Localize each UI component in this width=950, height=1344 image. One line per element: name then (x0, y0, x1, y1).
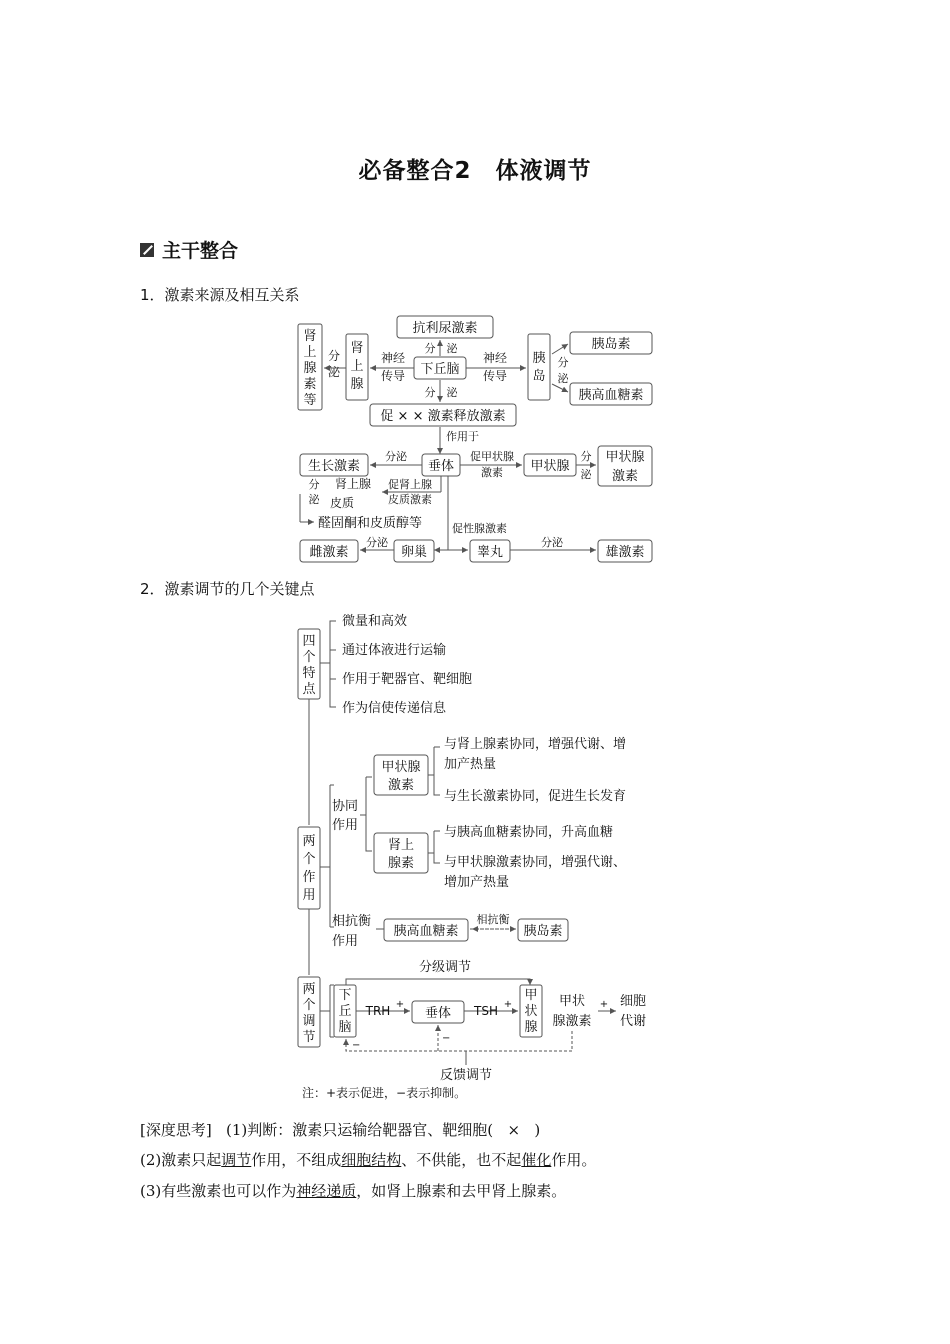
label: 雄激素 (605, 545, 645, 560)
label: 与生长激素协同，促进生长发育 (444, 789, 627, 804)
heading-hormone-sources: 1．激素来源及相互关系 (140, 286, 300, 304)
label: 腺素 (387, 856, 415, 871)
label: 肾 (350, 341, 364, 356)
label: 与甲状腺激素协同，增强代谢、 (444, 855, 627, 870)
label: 与胰高血糖素协同，升高血糖 (444, 825, 614, 840)
label: 点 (302, 682, 316, 697)
label: 下 (338, 988, 352, 1003)
label: 甲状腺 (381, 760, 421, 775)
label: TSH (474, 1004, 498, 1018)
label: 代谢 (619, 1014, 647, 1029)
label: (3)有些激素也可以作为 (140, 1182, 297, 1200)
label: 醛固酮和皮质醇等 (318, 516, 423, 531)
think-line-2 (140, 1150, 596, 1170)
label: 两 (302, 834, 316, 849)
label: 分 (327, 349, 341, 363)
label: 激素 (611, 469, 639, 484)
label: 分 (424, 386, 436, 399)
label: 抗利尿激素 (412, 321, 478, 336)
label: 生长激素 (307, 459, 361, 474)
label: 分级调节 (418, 960, 472, 975)
label: 作用。 (551, 1151, 597, 1169)
section-title: 主干整合 (162, 240, 239, 262)
label: 作为信使传递信息 (342, 701, 447, 716)
label: 肾上腺 (334, 477, 372, 491)
label: 作用 (332, 818, 359, 833)
label: 胰岛素 (523, 924, 563, 939)
pencil-icon (140, 243, 154, 257)
label: 分 (557, 356, 569, 369)
label: 丘 (338, 1004, 352, 1019)
label: 个 (302, 998, 316, 1013)
label: 岛 (532, 369, 546, 384)
label: 分泌 (541, 536, 563, 549)
label: 促 × × 激素释放激素 (380, 409, 506, 424)
label: 分 (580, 450, 592, 463)
label: 泌 (327, 365, 341, 379)
think-line-1 (140, 1120, 540, 1140)
label: 肾上 (387, 838, 415, 853)
label: 激素 (481, 466, 503, 479)
label: 四 (302, 634, 316, 649)
label: (2)激素只起 (140, 1151, 222, 1169)
label: 泌 (446, 342, 458, 355)
label: 神经 (482, 351, 508, 365)
label: 胰 (532, 351, 546, 366)
label: 个 (302, 852, 316, 867)
label: 作用 (332, 934, 359, 949)
label: 胰岛素 (591, 337, 631, 352)
label: 睾丸 (476, 545, 504, 560)
hormone-regulation-diagram (290, 605, 670, 1105)
label: 特 (302, 666, 316, 681)
label: 神经 (380, 351, 406, 365)
label: 作用于靶器官、靶细胞 (342, 672, 473, 687)
label: 加产热量 (444, 757, 497, 772)
label: 脑 (338, 1020, 352, 1035)
label: (1)判断：激素只运输给靶器官、靶细胞( (226, 1121, 494, 1139)
label: 节 (302, 1030, 316, 1045)
label: 传导 (482, 369, 508, 383)
label: 皮质激素 (388, 493, 432, 506)
label: + (599, 999, 609, 1010)
label: 垂体 (427, 459, 455, 474)
blank-answer: 神经递质 (296, 1182, 357, 1200)
label: TRH (365, 1004, 391, 1018)
label: 增加产热量 (444, 875, 510, 890)
label: 调 (302, 1014, 316, 1029)
label: 腺 (303, 361, 317, 376)
label: 胰高血糖素 (578, 388, 644, 403)
answer-mark: × (507, 1121, 521, 1139)
diagram-note: 注：+表示促进，−表示抑制。 (302, 1086, 467, 1100)
label: 作用，不组成 (251, 1151, 342, 1169)
label: 通过体液进行运输 (342, 643, 447, 658)
label: 泌 (308, 493, 320, 506)
label: 、不供能，也不起 (401, 1151, 522, 1169)
label: 等 (303, 393, 317, 408)
label: 腺激素 (552, 1014, 592, 1029)
think-tag: [深度思考] (140, 1121, 212, 1139)
label: 相抗衡 (332, 914, 372, 929)
label: 上 (303, 345, 317, 360)
label: 微量和高效 (342, 614, 408, 629)
label: + (395, 999, 405, 1010)
label: + (503, 999, 513, 1010)
label: 分泌 (366, 536, 388, 549)
label: 素 (303, 377, 317, 392)
hormone-source-diagram (290, 310, 670, 570)
heading-key-points: 2．激素调节的几个关键点 (140, 580, 315, 598)
label: 腺 (524, 1020, 538, 1035)
label: 两 (302, 982, 316, 997)
label: 协同 (332, 799, 359, 814)
label: 肾 (303, 329, 317, 344)
islet-box (528, 334, 550, 400)
label: 腺 (350, 377, 364, 392)
label: 细胞 (619, 994, 647, 1009)
section-heading (140, 236, 238, 263)
label: 状 (524, 1004, 538, 1019)
label: 分泌 (385, 450, 407, 463)
label: 皮质 (329, 496, 355, 510)
label: 分 (308, 478, 320, 491)
label: 垂体 (424, 1006, 452, 1021)
label: − (352, 1040, 361, 1051)
label: 促甲状腺 (470, 450, 514, 463)
blank-answer: 催化 (521, 1151, 552, 1169)
label: 甲 (524, 988, 538, 1003)
label: 甲状腺 (530, 459, 570, 474)
blank-answer: 调节 (221, 1151, 252, 1169)
label: ) (534, 1121, 541, 1139)
label: 促肾上腺 (388, 478, 432, 491)
label: 激素 (387, 778, 415, 793)
label: 雌激素 (309, 545, 349, 560)
label: 下丘脑 (420, 362, 460, 377)
label: 分 (424, 342, 436, 355)
blank-answer: 细胞结构 (341, 1151, 402, 1169)
label: 卵巢 (400, 545, 428, 560)
label: − (442, 1033, 451, 1044)
label: 用 (302, 888, 316, 903)
label: 相抗衡 (476, 913, 510, 926)
label: 泌 (580, 468, 592, 481)
page-title: 必备整合2 体液调节 (358, 158, 592, 184)
label: 个 (302, 650, 316, 665)
label: 促性腺激素 (452, 522, 507, 535)
label: 作 (302, 870, 316, 885)
label: ，如肾上腺素和去甲肾上腺素。 (356, 1182, 567, 1200)
label: 传导 (380, 369, 406, 383)
label: 胰高血糖素 (393, 924, 459, 939)
label: 反馈调节 (439, 1068, 493, 1083)
label: 泌 (557, 372, 569, 385)
label: 甲状 (558, 994, 586, 1009)
label: 上 (350, 359, 364, 374)
label: 作用于 (446, 430, 479, 443)
think-line-3 (140, 1181, 566, 1201)
label: 甲状腺 (605, 450, 645, 465)
label: 与肾上腺素协同，增强代谢、增 (444, 737, 627, 752)
label: 泌 (446, 386, 458, 399)
